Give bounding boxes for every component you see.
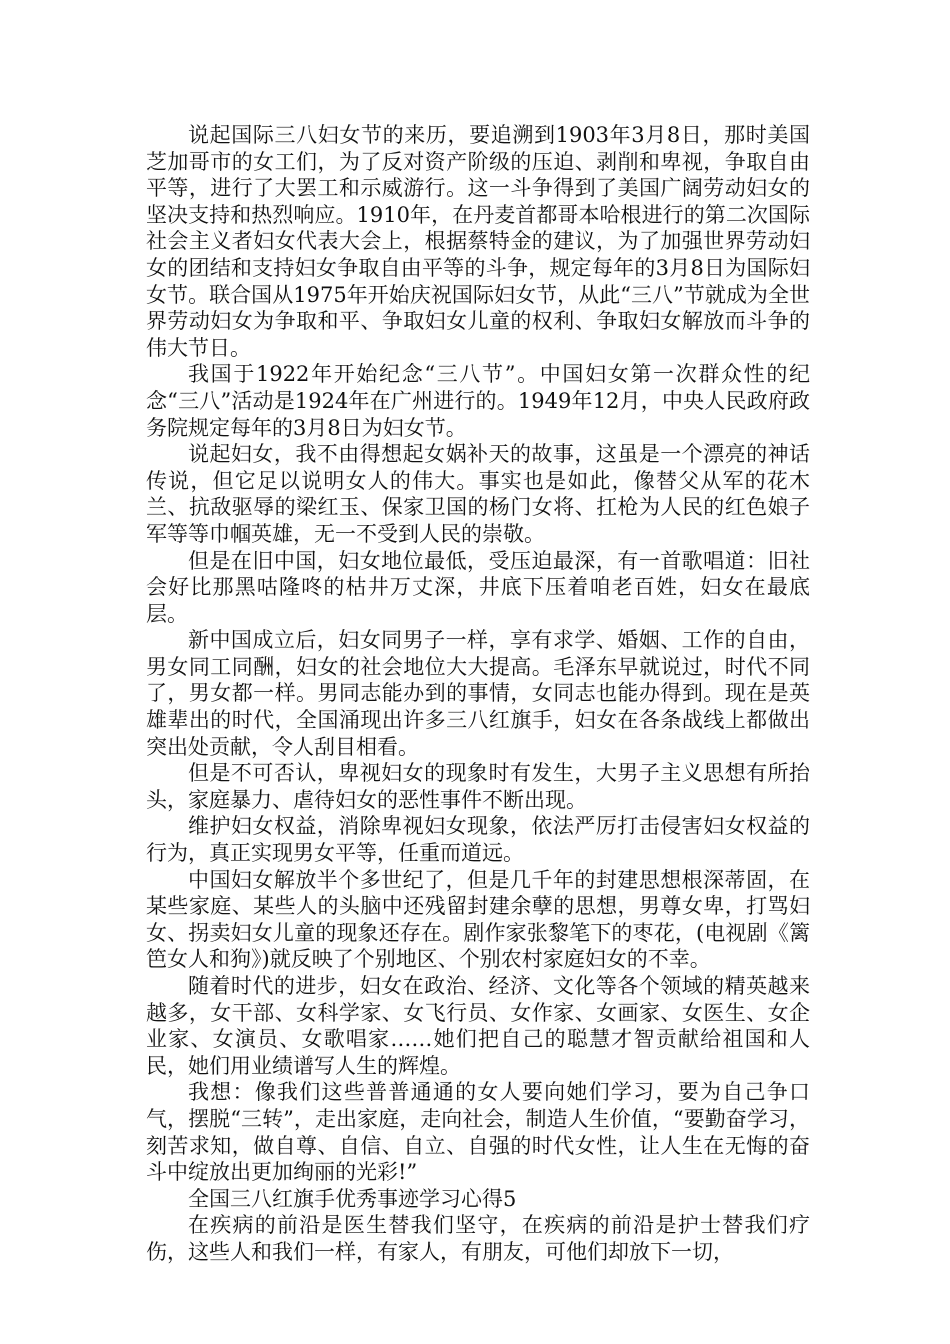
closing-paragraph: 在疾病的前沿是医生替我们坚守，在疾病的前沿是护士替我们疗伤，这些人和我们一样，有家人，有朋友，可他们却放下一切， <box>146 1213 810 1264</box>
paragraph-2: 我国于1922年开始纪念“三八节”。中国妇女第一次群众性的纪念“三八”活动是1924年在广州进行的。1949年12月，中央人民政府政务院规定每年的3月8日为妇女节。 <box>146 362 810 440</box>
paragraph-7: 维护妇女权益，消除卑视妇女现象，依法严厉打击侵害妇女权益的行为，真正实现男女平等，任重而道远。 <box>146 814 810 866</box>
paragraph-4: 但是在旧中国，妇女地位最低，受压迫最深，有一首歌唱道：旧社会好比那黑咕隆咚的枯井万丈深，井底下压着咱老百姓，妇女在最底层。 <box>146 548 810 626</box>
paragraph-5: 新中国成立后，妇女同男子一样，享有求学、婚姻、工作的自由，男女同工同酬，妇女的社会地位大大提高。毛泽东早就说过，时代不同了，男女都一样。男同志能办到的事情，女同志也能办得到。现在是英雄辈出的时代，全国涌现出许多三八红旗手，妇女在各条战线上都做出突出处贡献，令人刮目相看。 <box>146 628 810 759</box>
section-title: 全国三八红旗手优秀事迹学习心得5 <box>188 1186 517 1211</box>
paragraph-8: 中国妇女解放半个多世纪了，但是几千年的封建思想根深蒂固，在某些家庭、某些人的头脑中还残留封建余孽的思想，男尊女卑，打骂妇女、拐卖妇女儿童的现象还存在。剧作家张黎笔下的枣花，(电视剧《篱笆女人和狗》)就反映了个别地区、个别农村家庭妇女的不幸。 <box>146 867 810 972</box>
paragraph-1: 说起国际三八妇女节的来历，要追溯到1903年3月8日，那时美国芝加哥市的女工们，为了反对资产阶级的压迫、剥削和卑视，争取自由平等，进行了大罢工和示威游行。这一斗争得到了美国广阔劳动妇女的坚决支持和热烈响应。1910年，在丹麦首都哥本哈根进行的第二次国际社会主义者妇女代表大会上，根据蔡特金的建议，为了加强世界劳动妇女的团结和支持妇女争取自由平等的斗争，规定每年的3月8日为国际妇女节。联合国从1975年开始庆祝国际妇女节，从此“三八”节就成为全世界劳动妇女为争取和平、争取妇女儿童的权利、争取妇女解放而斗争的伟大节日。 <box>146 123 810 360</box>
paragraph-6: 但是不可否认，卑视妇女的现象时有发生，大男子主义思想有所抬头，家庭暴力、虐待妇女的恶性事件不断出现。 <box>146 761 810 812</box>
paragraph-10: 我想：像我们这些普普通通的女人要向她们学习，要为自己争口气，摆脱“三转”，走出家庭，走向社会，制造人生价值，“要勤奋学习，刻苦求知，做自尊、自信、自立、自强的时代女性，让人生在无悔的奋斗中绽放出更加绚丽的光彩!” <box>146 1080 810 1185</box>
paragraph-3: 说起妇女，我不由得想起女娲补天的故事，这虽是一个漂亮的神话传说，但它足以说明女人的伟大。事实也是如此，像替父从军的花木兰、抗敌驱辱的梁红玉、保家卫国的杨门女将、扛枪为人民的红色娘子军等等巾帼英雄，无一不受到人民的崇敬。 <box>146 442 810 546</box>
paragraph-9: 随着时代的进步，妇女在政治、经济、文化等各个领域的精英越来越多，女干部、女科学家、女飞行员、女作家、女画家、女医生、女企业家、女演员、女歌唱家……她们把自己的聪慧才智贡献给祖国和人民，她们用业绩谱写人生的辉煌。 <box>146 974 810 1078</box>
document-body <box>146 122 810 1266</box>
